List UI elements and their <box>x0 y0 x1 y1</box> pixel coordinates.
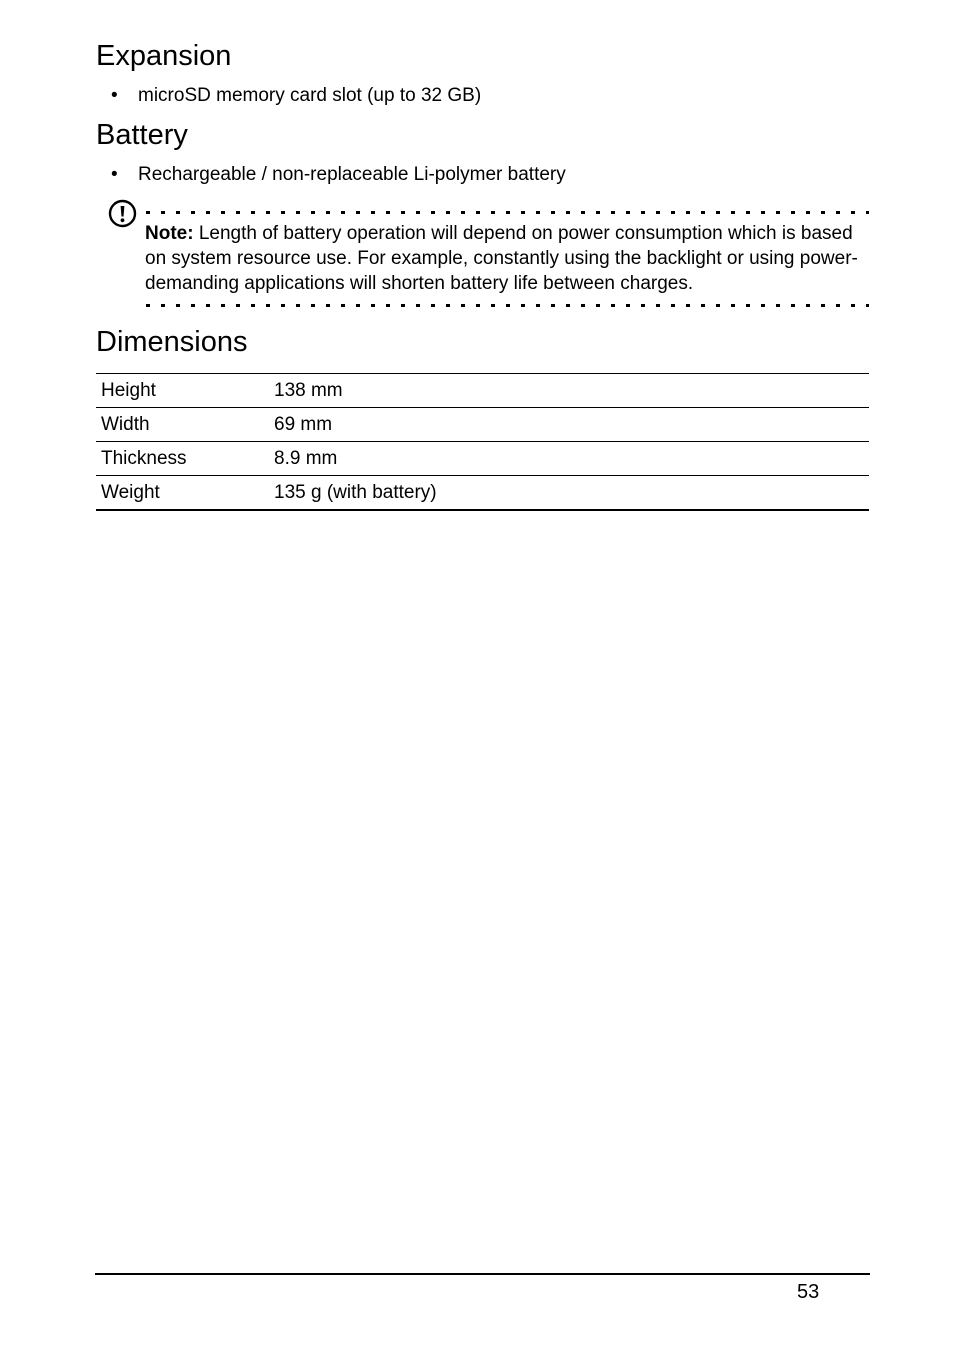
note-block <box>145 221 865 296</box>
note-label: Note: <box>145 223 194 244</box>
exclamation-circle-icon <box>108 199 137 228</box>
expansion-item-text: microSD memory card slot (up to 32 GB) <box>138 85 482 106</box>
dimension-value: 69 mm <box>269 408 869 442</box>
dimension-value: 8.9 mm <box>269 442 869 476</box>
bullet-marker: • <box>111 164 118 185</box>
battery-heading: Battery <box>96 119 188 151</box>
table-row <box>96 374 869 408</box>
table-row <box>96 408 869 442</box>
dimension-label: Weight <box>96 476 269 511</box>
expansion-list-item <box>111 84 481 108</box>
dimensions-table <box>96 373 869 511</box>
table-row <box>96 442 869 476</box>
dimension-label: Thickness <box>96 442 269 476</box>
page-number: 53 <box>797 1281 820 1303</box>
dimension-label: Height <box>96 374 269 408</box>
dimension-label: Width <box>96 408 269 442</box>
battery-item-text: Rechargeable / non-replaceable Li-polymer battery <box>138 164 566 185</box>
footer-divider <box>95 1273 870 1275</box>
dimension-value: 135 g (with battery) <box>269 476 869 511</box>
note-top-divider <box>146 211 869 214</box>
dimension-value: 138 mm <box>269 374 869 408</box>
bullet-marker: • <box>111 85 118 106</box>
expansion-heading: Expansion <box>96 40 232 72</box>
table-row <box>96 476 869 511</box>
dimensions-heading: Dimensions <box>96 326 248 358</box>
note-text: Length of battery operation will depend on power consumption which is based on system resource use. For example, constantly using the backlight or using power-demanding applications will shorten battery life between charges. <box>145 223 858 294</box>
note-bottom-divider <box>146 304 869 307</box>
battery-list-item <box>111 163 566 187</box>
